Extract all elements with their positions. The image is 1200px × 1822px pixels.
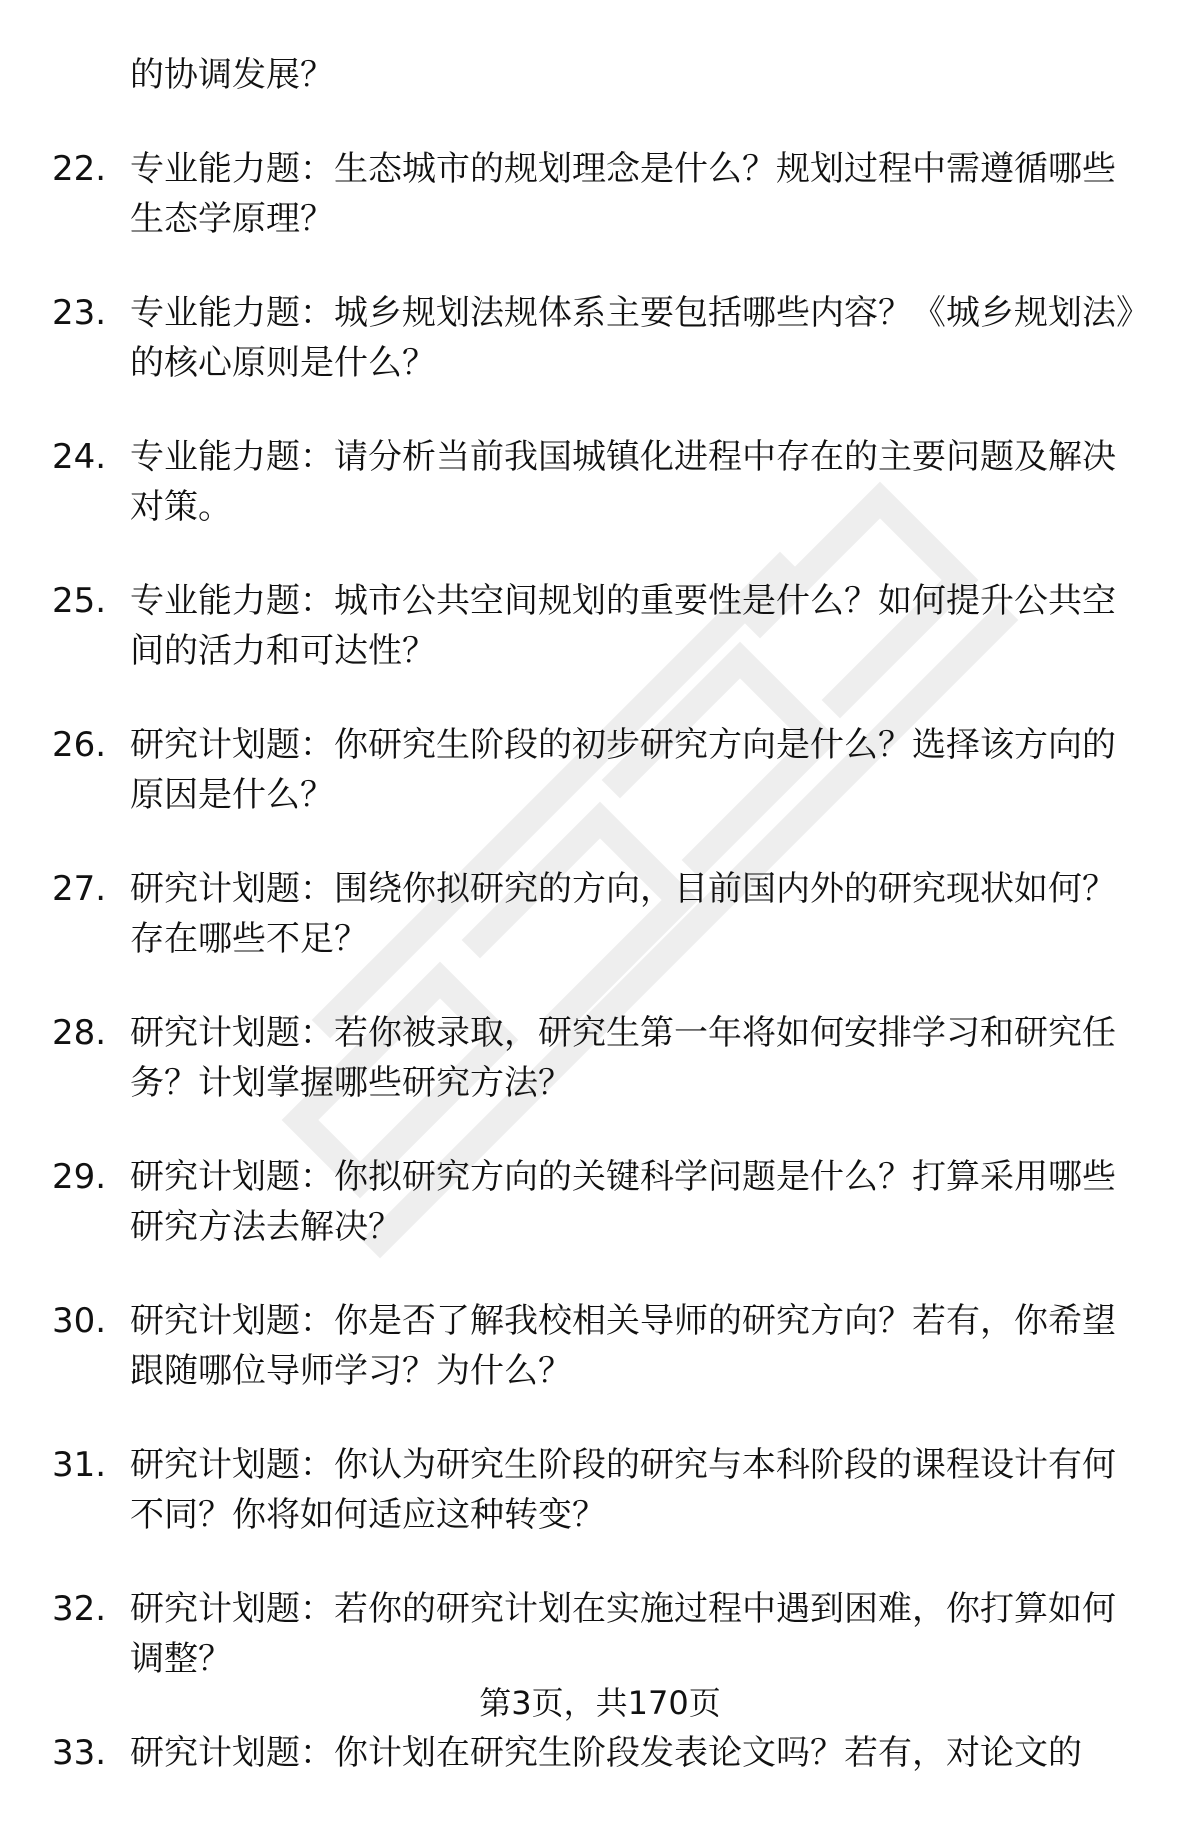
list-item: [52, 144, 1142, 244]
question-list: [52, 50, 1142, 1822]
item-number: 27.: [52, 869, 107, 909]
item-number: 33.: [52, 1733, 107, 1773]
list-item: [52, 288, 1142, 388]
continuation-text: 的协调发展？: [130, 55, 334, 95]
item-text: 研究计划题：你是否了解我校相关导师的研究方向？若有，你希望跟随哪位导师学习？为什么？: [130, 1301, 1116, 1391]
item-text: 研究计划题：你拟研究方向的关键科学问题是什么？打算采用哪些研究方法去解决？: [130, 1157, 1116, 1247]
list-item: [52, 576, 1142, 676]
list-item: [52, 432, 1142, 532]
list-item: [52, 864, 1142, 964]
item-number: 22.: [52, 149, 107, 189]
list-item: [52, 1008, 1142, 1108]
item-text: 研究计划题：若你的研究计划在实施过程中遇到困难，你打算如何调整？: [130, 1589, 1116, 1679]
list-item: [52, 1584, 1142, 1684]
item-text: 专业能力题：生态城市的规划理念是什么？规划过程中需遵循哪些生态学原理？: [130, 149, 1116, 239]
item-text: 研究计划题：若你被录取，研究生第一年将如何安排学习和研究任务？计划掌握哪些研究方法？: [130, 1013, 1116, 1103]
item-text: 研究计划题：你计划在研究生阶段发表论文吗？若有，对论文的: [130, 1733, 1082, 1773]
item-number: 23.: [52, 293, 107, 333]
list-item: [52, 1728, 1142, 1778]
list-item: [52, 1296, 1142, 1396]
item-number: 26.: [52, 725, 107, 765]
page-footer: 第3页，共170页: [479, 1684, 721, 1722]
item-text: 专业能力题：城市公共空间规划的重要性是什么？如何提升公共空间的活力和可达性？: [130, 581, 1116, 671]
item-text: 专业能力题：请分析当前我国城镇化进程中存在的主要问题及解决对策。: [130, 437, 1116, 527]
item-text: 研究计划题：你研究生阶段的初步研究方向是什么？选择该方向的原因是什么？: [130, 725, 1116, 815]
item-text: 研究计划题：你认为研究生阶段的研究与本科阶段的课程设计有何不同？你将如何适应这种转变？: [130, 1445, 1116, 1535]
list-item: [52, 720, 1142, 820]
item-number: 29.: [52, 1157, 107, 1197]
item-number: 30.: [52, 1301, 107, 1341]
item-number: 28.: [52, 1013, 107, 1053]
item-number: 31.: [52, 1445, 107, 1485]
list-item: [52, 1152, 1142, 1252]
item-text: 研究计划题：围绕你拟研究的方向，目前国内外的研究现状如何？存在哪些不足？: [130, 869, 1116, 959]
continuation-line: [52, 50, 1142, 100]
list-item: [52, 1440, 1142, 1540]
item-number: 25.: [52, 581, 107, 621]
item-number: 24.: [52, 437, 107, 477]
item-text: 专业能力题：城乡规划法规体系主要包括哪些内容？《城乡规划法》的核心原则是什么？: [130, 293, 1133, 383]
item-number: 32.: [52, 1589, 107, 1629]
